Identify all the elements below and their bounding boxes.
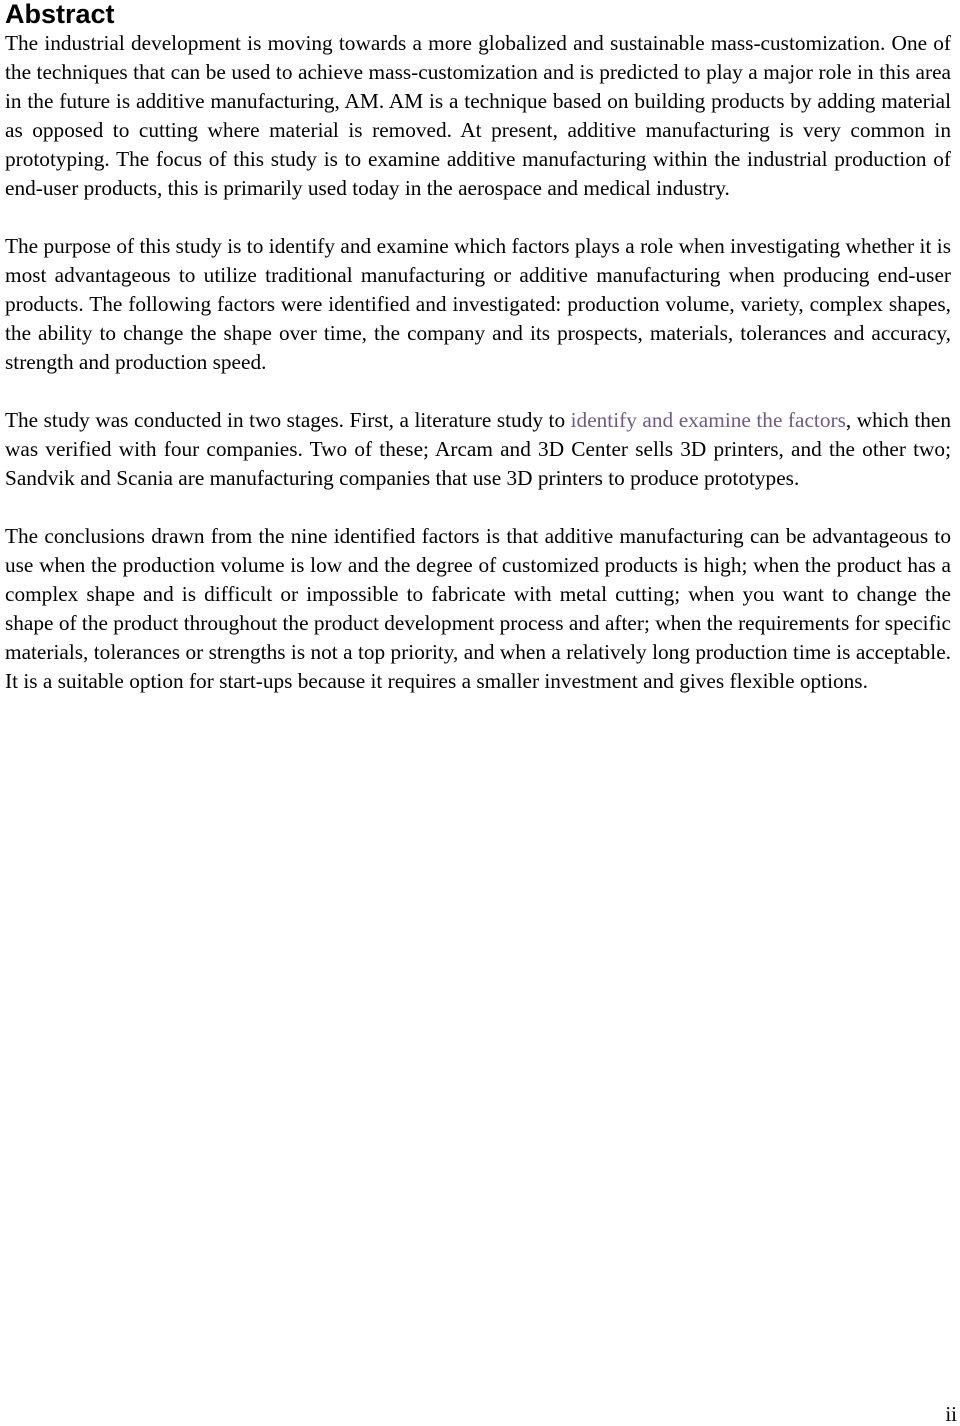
paragraph-method [5, 406, 951, 493]
highlighted-phrase: identify and examine the factors [570, 408, 846, 432]
abstract-body [5, 29, 951, 696]
page-number: ii [945, 1402, 957, 1426]
abstract-heading: Abstract [5, 0, 115, 29]
method-text-end: , which then was verified with four companies. Two of these; Arcam and 3D Center sells 3D printers, and the other two; Sandvik and Scania are manufacturing companies that use 3D printers to produce prototypes. [5, 408, 952, 490]
method-text-start: The study was conducted in two stages. First, a literature study to [5, 408, 571, 432]
paragraph-intro: The industrial development is moving towards a more globalized and sustainable mass-customization. One of the techniques that can be used to achieve mass-customization and is predicted to play a major role in this area in the future is additive manufacturing, AM. AM is a technique based on building products by adding material as opposed to cutting where material is removed. At present, additive manufacturing is very common in prototyping. The focus of this study is to examine additive manufacturing within the industrial production of end-user products, this is primarily used today in the aerospace and medical industry. [5, 31, 951, 200]
paragraph-conclusions: The conclusions drawn from the nine identified factors is that additive manufacturing can be advantageous to use when the production volume is low and the degree of customized products is high; when the product has a complex shape and is difficult or impossible to fabricate with metal cutting; when you want to change the shape of the product throughout the product development process and after; when the requirements for specific materials, tolerances or strengths is not a top priority, and when a relatively long production time is acceptable. It is a suitable option for start-ups because it requires a smaller investment and gives flexible options. [5, 524, 951, 693]
paragraph-purpose: The purpose of this study is to identify and examine which factors plays a role when investigating whether it is most advantageous to utilize traditional manufacturing or additive manufacturing when producing end-user products. The following factors were identified and investigated: production volume, variety, complex shapes, the ability to change the shape over time, the company and its prospects, materials, tolerances and accuracy, strength and production speed. [5, 234, 951, 374]
